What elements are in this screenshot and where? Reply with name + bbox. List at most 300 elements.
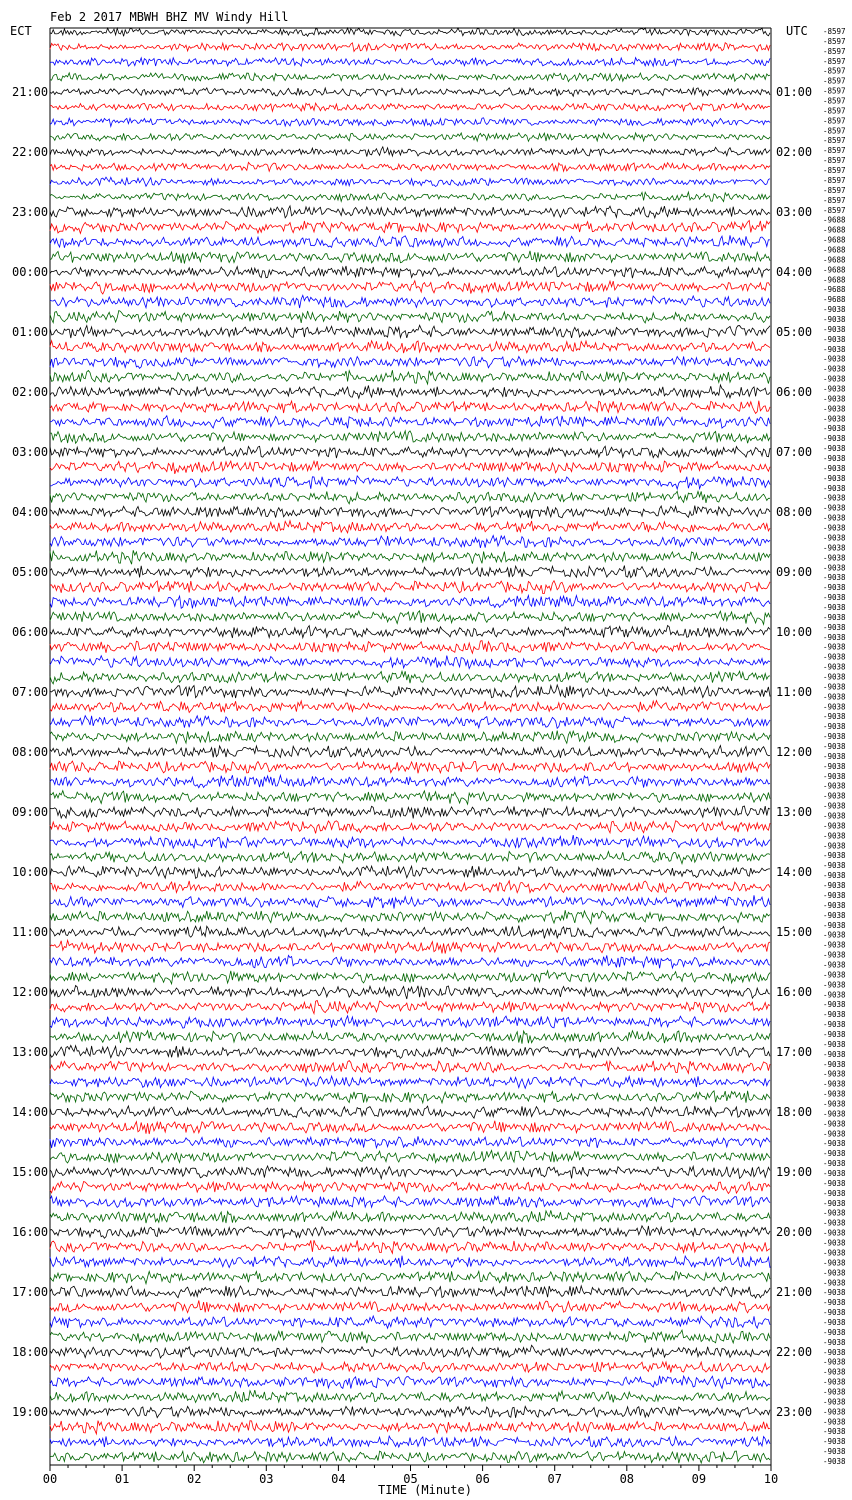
scale-label: -9038 <box>823 1427 846 1437</box>
scale-label: -9038 <box>823 910 846 920</box>
scale-label: -9038 <box>823 1039 846 1049</box>
scale-label: -9038 <box>823 1417 846 1427</box>
right-hour-label: 21:00 <box>776 1285 813 1299</box>
scale-label: -9038 <box>823 682 846 692</box>
scale-label: -9038 <box>823 900 846 910</box>
right-hour-label: 02:00 <box>776 145 813 159</box>
seismic-trace <box>50 103 770 111</box>
right-hour-label: 05:00 <box>776 325 813 339</box>
right-hour-label: 19:00 <box>776 1165 813 1179</box>
right-hour-label: 23:00 <box>776 1405 813 1419</box>
scale-label: -9038 <box>823 583 846 593</box>
scale-label: -9038 <box>823 1308 846 1317</box>
scale-label: -9038 <box>823 1000 846 1010</box>
seismic-trace <box>50 835 770 848</box>
left-hour-label: 11:00 <box>12 925 49 939</box>
scale-label: -9038 <box>823 463 846 473</box>
seismic-trace <box>50 910 770 923</box>
x-tick-label: 10 <box>763 1472 779 1486</box>
scale-label: -9038 <box>823 1407 846 1417</box>
right-hour-label: 14:00 <box>776 865 813 879</box>
scale-label: -9038 <box>823 652 846 662</box>
scale-label: -9038 <box>823 1387 846 1397</box>
scale-label: -9038 <box>823 364 846 374</box>
x-tick-label: 00 <box>42 1472 58 1486</box>
seismic-trace <box>50 1406 770 1417</box>
scale-label: -9038 <box>823 672 846 682</box>
right-hour-label: 08:00 <box>776 505 813 519</box>
seismic-trace <box>50 1345 770 1358</box>
scale-label: -9038 <box>823 1139 846 1149</box>
scale-label: -8597 <box>823 46 846 56</box>
scale-label: -9038 <box>823 434 846 444</box>
x-tick-label: 06 <box>475 1472 490 1486</box>
scale-label: -9038 <box>823 1337 846 1347</box>
left-hour-label: 09:00 <box>12 805 49 819</box>
seismic-trace <box>50 431 770 444</box>
right-hour-labels <box>776 85 812 1419</box>
scale-label: -9038 <box>823 781 846 791</box>
right-hour-label: 09:00 <box>776 565 813 579</box>
seismic-trace <box>50 1166 770 1179</box>
seismic-trace <box>50 206 770 218</box>
scale-label: -9688 <box>823 245 846 255</box>
scale-label: -9688 <box>823 295 846 305</box>
scale-label: -9038 <box>823 861 846 871</box>
seismic-trace <box>50 1362 770 1373</box>
seismic-trace <box>50 656 770 669</box>
scale-label: -9038 <box>823 1049 846 1059</box>
scale-label: -9038 <box>823 791 846 801</box>
scale-label: -9038 <box>823 761 846 771</box>
left-hour-label: 04:00 <box>12 505 49 519</box>
right-hour-label: 04:00 <box>776 265 813 279</box>
right-hour-label: 15:00 <box>776 925 813 939</box>
scale-label: -8597 <box>823 27 846 36</box>
left-hour-label: 03:00 <box>12 445 49 459</box>
scale-label: -9038 <box>823 831 846 841</box>
scale-label: -9038 <box>823 533 846 543</box>
scale-label: -9038 <box>823 940 846 950</box>
scale-label: -9038 <box>823 404 846 414</box>
right-hour-label: 22:00 <box>776 1345 813 1359</box>
scale-label: -9038 <box>823 881 846 890</box>
scale-label: -9038 <box>823 1437 846 1447</box>
scale-label: -9038 <box>823 841 846 851</box>
right-hour-label: 06:00 <box>776 385 813 399</box>
scale-label: -9038 <box>823 1457 846 1466</box>
scale-label: -9688 <box>823 225 846 235</box>
seismic-trace <box>50 685 770 698</box>
seismic-trace <box>50 821 770 834</box>
scale-label: -9038 <box>823 334 846 344</box>
seismic-trace <box>50 971 770 984</box>
scale-label: -8597 <box>823 76 846 86</box>
scale-label: -9038 <box>823 811 846 821</box>
x-tick-label: 05 <box>403 1472 418 1486</box>
scale-label: -9038 <box>823 722 846 732</box>
scale-label: -9038 <box>823 1159 846 1169</box>
seismic-trace <box>50 251 770 264</box>
seismic-trace <box>50 536 770 548</box>
scale-label: -9688 <box>823 235 846 245</box>
scale-label: -9038 <box>823 305 846 315</box>
scale-label: -9038 <box>823 493 846 503</box>
scale-label: -9038 <box>823 1109 846 1119</box>
scale-label: -9038 <box>823 1298 846 1308</box>
left-hour-label: 15:00 <box>12 1165 49 1179</box>
scale-label: -9038 <box>823 1347 846 1357</box>
seismic-trace <box>50 1001 770 1014</box>
scale-label: -9038 <box>823 1188 846 1198</box>
seismic-trace <box>50 1286 770 1298</box>
scale-label: -9038 <box>823 1367 846 1377</box>
scale-label: -9038 <box>823 1278 846 1288</box>
scale-label: -9038 <box>823 1059 846 1069</box>
right-hour-label: 11:00 <box>776 685 813 699</box>
seismic-trace <box>50 370 770 384</box>
right-hour-label: 12:00 <box>776 745 813 759</box>
scale-label: -9038 <box>823 1228 846 1238</box>
seismic-trace <box>50 1301 770 1313</box>
seismic-trace <box>50 295 770 308</box>
scale-label: -8597 <box>823 136 846 146</box>
scale-label: -9038 <box>823 1149 846 1159</box>
seismic-trace <box>50 1045 770 1058</box>
scale-label: -9038 <box>823 384 846 394</box>
seismic-trace <box>50 550 770 564</box>
seismic-trace <box>50 177 770 186</box>
right-hour-label: 18:00 <box>776 1105 813 1119</box>
left-hour-label: 16:00 <box>12 1225 49 1239</box>
left-hour-label: 23:00 <box>12 205 49 219</box>
right-scale-labels <box>823 27 846 1466</box>
scale-label: -9038 <box>823 1178 846 1188</box>
seismic-trace <box>50 986 770 1000</box>
scale-label: -9038 <box>823 1268 846 1278</box>
scale-label: -9038 <box>823 1357 846 1367</box>
scale-label: -9038 <box>823 801 846 811</box>
scale-label: -9038 <box>823 543 846 553</box>
scale-label: -9038 <box>823 751 846 761</box>
seismic-trace <box>50 626 770 639</box>
scale-label: -9038 <box>823 712 846 722</box>
scale-label: -9038 <box>823 622 846 632</box>
x-tick-label: 09 <box>691 1472 707 1486</box>
scale-label: -9038 <box>823 344 846 354</box>
right-hour-label: 10:00 <box>776 625 813 639</box>
scale-label: -8597 <box>823 96 846 106</box>
left-hour-label: 05:00 <box>12 565 49 579</box>
scale-label: -8597 <box>823 66 846 76</box>
scale-label: -8597 <box>823 126 846 136</box>
scale-label: -9038 <box>823 1248 846 1258</box>
scale-label: -9038 <box>823 771 846 781</box>
scale-label: -9038 <box>823 1119 846 1129</box>
scale-label: -8597 <box>823 176 846 185</box>
scale-label: -9038 <box>823 742 846 751</box>
scale-label: -9038 <box>823 1169 846 1178</box>
scale-label: -9038 <box>823 503 846 513</box>
seismic-trace <box>50 595 770 608</box>
scale-label: -9038 <box>823 553 846 563</box>
scale-label: -9038 <box>823 573 846 583</box>
scale-label: -9038 <box>823 1198 846 1208</box>
seismic-trace <box>50 641 770 654</box>
seismic-trace <box>50 671 770 684</box>
left-hour-label: 18:00 <box>12 1345 49 1359</box>
scale-label: -9038 <box>823 354 846 364</box>
scale-label: -9688 <box>823 265 846 275</box>
scale-label: -9038 <box>823 1020 846 1030</box>
scale-label: -8597 <box>823 116 846 126</box>
scale-label: -9688 <box>823 285 846 295</box>
scale-label: -9038 <box>823 1069 846 1079</box>
scale-label: -9038 <box>823 603 846 612</box>
seismic-trace <box>50 1106 770 1118</box>
seismic-trace <box>50 611 770 625</box>
seismic-trace <box>50 133 770 141</box>
scale-label: -9038 <box>823 642 846 652</box>
x-tick-label: 08 <box>619 1472 635 1486</box>
scale-label: -9688 <box>823 275 846 285</box>
seismic-trace <box>50 221 770 234</box>
seismic-trace <box>50 1196 770 1208</box>
scale-label: -9038 <box>823 891 846 900</box>
right-hour-label: 16:00 <box>776 985 813 999</box>
seismic-trace <box>50 791 770 805</box>
left-hour-label: 08:00 <box>12 745 49 759</box>
scale-label: -9038 <box>823 1208 846 1218</box>
left-hour-labels <box>12 85 48 1419</box>
seismic-trace <box>50 1226 770 1238</box>
scale-label: -9038 <box>823 1318 846 1327</box>
right-hour-label: 07:00 <box>776 445 813 459</box>
x-tick-label: 02 <box>186 1472 202 1486</box>
seismic-trace <box>50 491 770 504</box>
scale-label: -9038 <box>823 871 846 881</box>
seismic-trace <box>50 761 770 773</box>
seismic-trace <box>50 401 770 414</box>
scale-label: -9038 <box>823 632 846 642</box>
left-hour-label: 07:00 <box>12 685 49 699</box>
scale-label: -8597 <box>823 166 846 175</box>
scale-label: -9038 <box>823 414 846 424</box>
scale-label: -9038 <box>823 692 846 702</box>
scale-label: -9038 <box>823 1129 846 1139</box>
scale-label: -9038 <box>823 1238 846 1248</box>
seismic-trace <box>50 1091 770 1103</box>
left-timezone-label: ECT <box>10 24 32 38</box>
scale-label: -8597 <box>823 185 846 195</box>
seismic-trace <box>50 416 770 429</box>
left-hour-label: 12:00 <box>12 985 49 999</box>
x-tick-label: 01 <box>114 1472 130 1486</box>
seismic-trace <box>50 58 770 67</box>
seismic-trace <box>50 88 770 96</box>
right-hour-label: 13:00 <box>776 805 813 819</box>
left-hour-label: 02:00 <box>12 385 49 399</box>
seismic-trace <box>50 118 770 127</box>
scale-label: -9038 <box>823 851 846 861</box>
scale-label: -9038 <box>823 1218 846 1228</box>
seismic-traces <box>50 28 770 1463</box>
scale-label: -9038 <box>823 960 846 970</box>
x-tick-label: 07 <box>547 1472 562 1486</box>
left-hour-label: 10:00 <box>12 865 49 879</box>
right-hour-label: 17:00 <box>776 1045 813 1059</box>
seismic-trace <box>50 147 770 157</box>
x-axis-label: TIME (Minute) <box>378 1483 472 1497</box>
right-hour-label: 03:00 <box>776 205 813 219</box>
seismic-trace <box>50 866 770 878</box>
seismic-trace <box>50 806 770 818</box>
scale-label: -9038 <box>823 454 846 463</box>
seismic-trace <box>50 1376 770 1389</box>
scale-label: -9038 <box>823 930 846 940</box>
scale-label: -9038 <box>823 1079 846 1089</box>
seismic-trace <box>50 1016 770 1028</box>
seismic-trace <box>50 311 770 323</box>
scale-label: -8597 <box>823 56 846 66</box>
left-hour-label: 13:00 <box>12 1045 49 1059</box>
seismic-trace <box>50 731 770 744</box>
seismic-trace <box>50 881 770 893</box>
seismic-trace <box>50 446 770 458</box>
left-hour-label: 06:00 <box>12 625 49 639</box>
scale-label: -9038 <box>823 1327 846 1337</box>
seismic-trace <box>50 341 770 353</box>
scale-label: -9038 <box>823 702 846 712</box>
scale-label: -9038 <box>823 523 846 533</box>
right-hour-label: 01:00 <box>776 85 813 99</box>
left-hour-label: 17:00 <box>12 1285 49 1299</box>
seismic-trace <box>50 1316 770 1328</box>
scale-label: -8597 <box>823 195 846 205</box>
seismic-trace <box>50 1436 770 1447</box>
seismic-trace <box>50 28 770 36</box>
seismic-trace <box>50 1210 770 1223</box>
scale-label: -8597 <box>823 106 846 116</box>
left-hour-label: 22:00 <box>12 145 49 159</box>
seismic-trace <box>50 281 770 294</box>
scale-label: -9038 <box>823 473 846 483</box>
seismic-trace <box>50 235 770 247</box>
left-hour-label: 00:00 <box>12 265 49 279</box>
seismic-trace <box>50 1182 770 1194</box>
scale-label: -9038 <box>823 970 846 980</box>
scale-label: -9038 <box>823 662 846 672</box>
scale-label: -9688 <box>823 255 846 265</box>
seismic-trace <box>50 895 770 908</box>
left-hour-label: 19:00 <box>12 1405 49 1419</box>
scale-label: -9038 <box>823 424 846 434</box>
seismic-trace <box>50 162 770 171</box>
seismic-trace <box>50 1330 770 1343</box>
seismic-trace <box>50 1451 770 1463</box>
scale-label: -9038 <box>823 732 846 742</box>
seismic-trace <box>50 716 770 729</box>
seismic-trace <box>50 940 770 953</box>
scale-label: -9038 <box>823 513 846 523</box>
scale-label: -8597 <box>823 86 846 96</box>
seismic-trace <box>50 1061 770 1074</box>
x-tick-label: 04 <box>331 1472 346 1486</box>
seismic-trace <box>50 192 770 202</box>
scale-label: -9038 <box>823 315 846 324</box>
seismic-trace <box>50 1256 770 1268</box>
plot-title: Feb 2 2017 MBWH BHZ MV Windy Hill <box>50 10 289 24</box>
seismic-trace <box>50 357 770 369</box>
scale-label: -9038 <box>823 990 846 1000</box>
scale-label: -9038 <box>823 483 846 493</box>
scale-label: -9038 <box>823 563 846 573</box>
scale-label: -9038 <box>823 1030 846 1039</box>
scale-label: -9038 <box>823 1397 846 1407</box>
scale-label: -9038 <box>823 1258 846 1268</box>
scale-label: -9038 <box>823 394 846 404</box>
scale-label: -9038 <box>823 821 846 831</box>
left-hour-label: 01:00 <box>12 325 49 339</box>
scale-label: -9038 <box>823 444 846 454</box>
plot-frame <box>50 28 771 1465</box>
seismic-trace <box>50 955 770 968</box>
seismic-trace <box>50 775 770 788</box>
seismic-trace <box>50 73 770 82</box>
scale-label: -9038 <box>823 1447 846 1457</box>
scale-label: -9688 <box>823 215 846 225</box>
scale-label: -8597 <box>823 205 846 215</box>
seismic-trace <box>50 926 770 939</box>
seismic-trace <box>50 746 770 758</box>
seismic-trace <box>50 506 770 519</box>
scale-label: -8597 <box>823 36 846 46</box>
seismic-trace <box>50 1031 770 1044</box>
scale-label: -9038 <box>823 1010 846 1020</box>
seismic-trace <box>50 1150 770 1163</box>
seismic-trace <box>50 566 770 578</box>
seismic-trace <box>50 1136 770 1148</box>
seismic-trace <box>50 1421 770 1434</box>
seismic-trace <box>50 701 770 713</box>
scale-label: -9038 <box>823 593 846 602</box>
x-tick-label: 03 <box>259 1472 274 1486</box>
scale-label: -9038 <box>823 1288 846 1298</box>
seismic-trace <box>50 851 770 863</box>
seismic-trace <box>50 461 770 474</box>
seismic-trace <box>50 1240 770 1253</box>
seismic-trace <box>50 43 770 52</box>
scale-label: -9038 <box>823 374 846 384</box>
scale-label: -9038 <box>823 324 846 334</box>
seismic-trace <box>50 325 770 338</box>
scale-label: -9038 <box>823 1099 846 1109</box>
scale-label: -9038 <box>823 920 846 930</box>
seismic-trace <box>50 521 770 533</box>
scale-label: -9038 <box>823 980 846 990</box>
scale-label: -8597 <box>823 156 846 166</box>
right-timezone-label: UTC <box>786 24 808 38</box>
left-hour-label: 14:00 <box>12 1105 49 1119</box>
seismic-trace <box>50 1121 770 1134</box>
seismic-trace <box>50 1271 770 1283</box>
left-hour-label: 21:00 <box>12 85 49 99</box>
seismic-trace <box>50 1076 770 1088</box>
seismic-trace <box>50 385 770 398</box>
seismic-trace <box>50 476 770 489</box>
scale-label: -9038 <box>823 1377 846 1387</box>
scale-label: -9038 <box>823 950 846 960</box>
